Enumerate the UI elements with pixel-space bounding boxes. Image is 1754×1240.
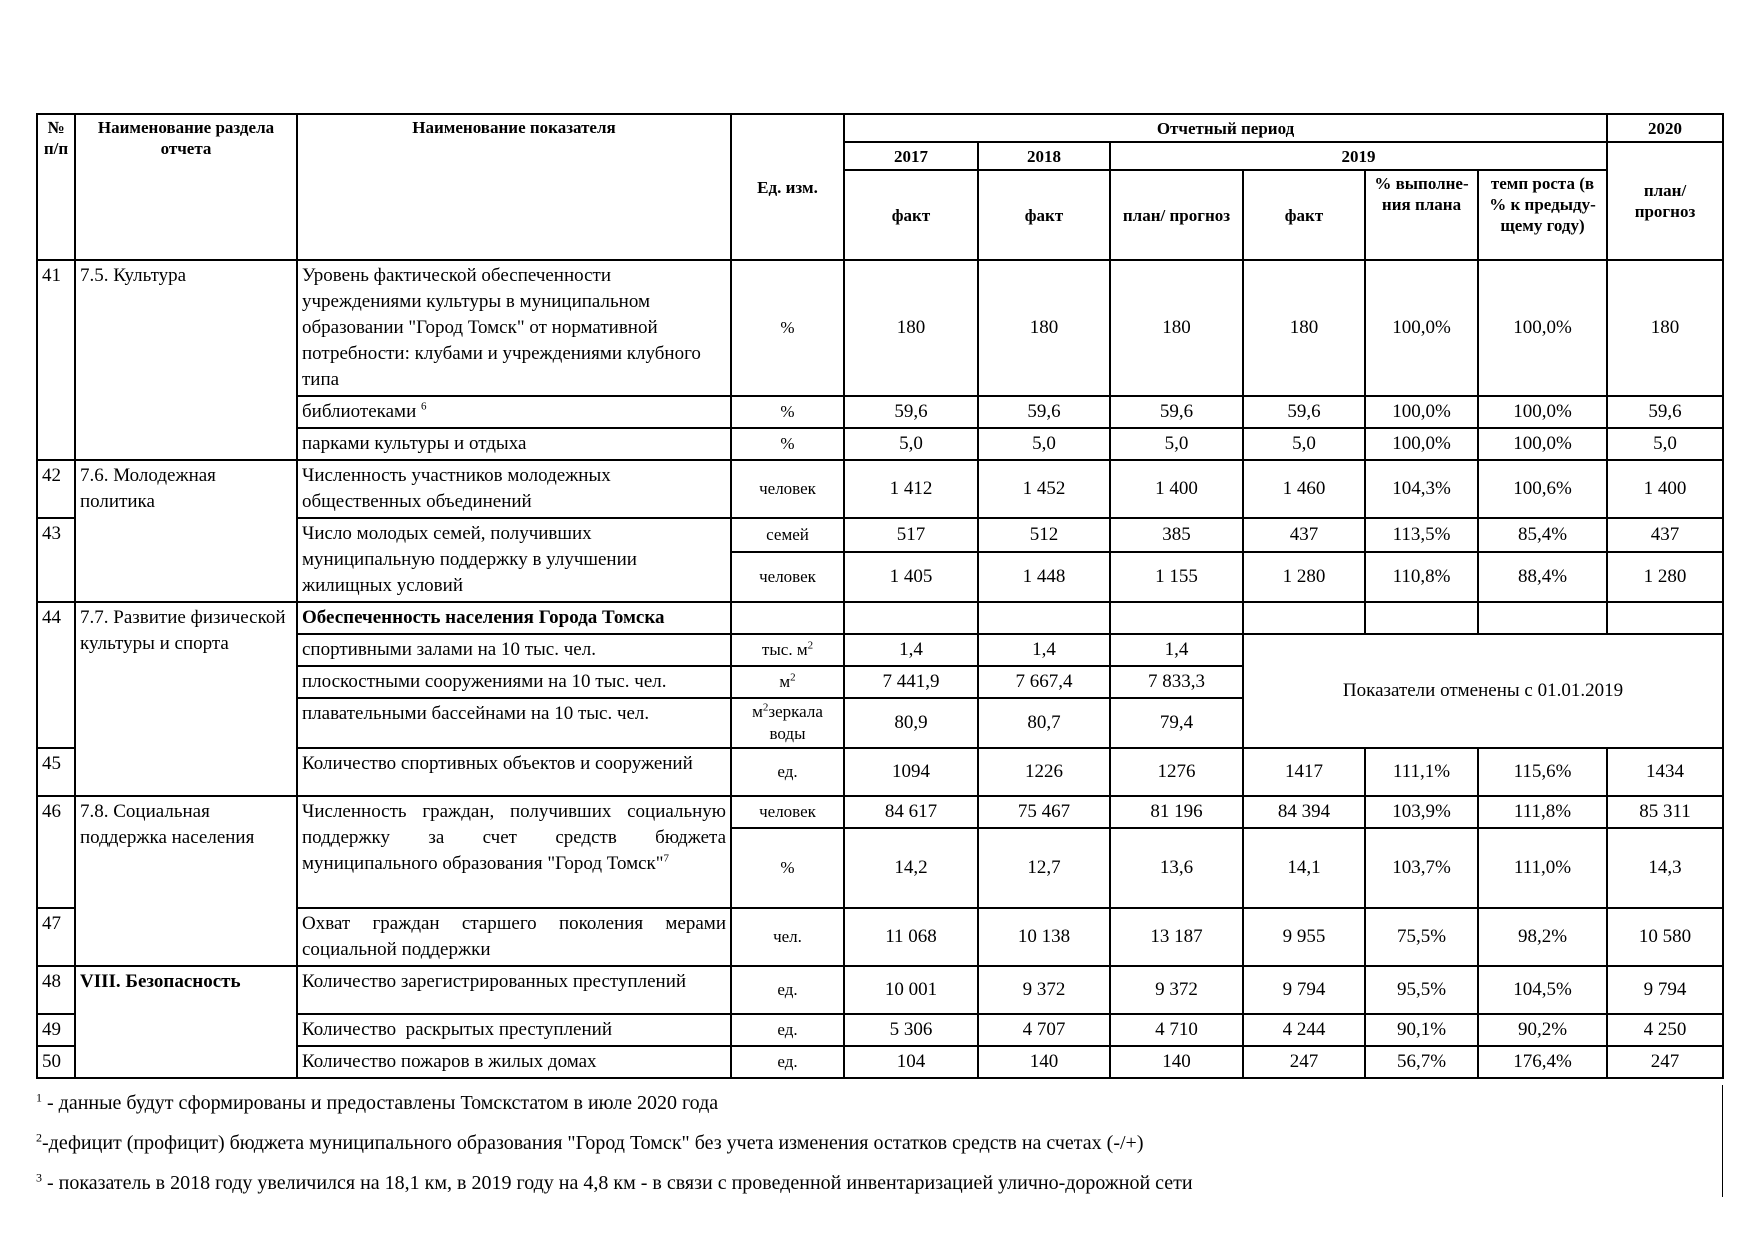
plan-2020: 1434 [1607,748,1723,796]
value-2018: 9 372 [978,966,1110,1014]
pct-plan: 56,7% [1365,1046,1478,1078]
empty-cell [1478,602,1607,634]
pct-plan: 100,0% [1365,260,1478,396]
fact-2019: 84 394 [1243,796,1365,828]
value-2017: 517 [844,518,978,552]
row-number: 45 [37,748,75,796]
unit: человек [731,460,844,518]
section-name: 7.6. Молодежная политика [75,460,297,602]
growth-rate: 104,5% [1478,966,1607,1014]
plan-2019: 1 400 [1110,460,1243,518]
empty-cell [1110,602,1243,634]
indicator-name: Уровень фактической обеспеченности учреждениями культуры в муниципальном образовании "Город Томск" от нормативной потребности: клубами и учреждениями клубного типа [297,260,731,396]
indicator-name: парками культуры и отдыха [297,428,731,460]
plan-2020: 247 [1607,1046,1723,1078]
fact-2019: 14,1 [1243,828,1365,908]
plan-2019: 79,4 [1110,698,1243,748]
row-number: 41 [37,260,75,460]
plan-2019: 81 196 [1110,796,1243,828]
plan-2019: 5,0 [1110,428,1243,460]
growth-rate: 100,6% [1478,460,1607,518]
plan-2020: 1 400 [1607,460,1723,518]
pct-plan: 90,1% [1365,1014,1478,1046]
growth-rate: 111,8% [1478,796,1607,828]
fact-2019: 4 244 [1243,1014,1365,1046]
header-2019-fact: факт [1243,170,1365,260]
plan-2019: 4 710 [1110,1014,1243,1046]
pct-plan: 75,5% [1365,908,1478,966]
section-name: 7.5. Культура [75,260,297,460]
row-number: 47 [37,908,75,966]
value-2018: 1,4 [978,634,1110,666]
indicator-name: Охват граждан старшего поколения мерами социальной поддержки [297,908,731,966]
header-2020-plan: план/ прогноз [1607,142,1723,260]
plan-2019: 13 187 [1110,908,1243,966]
indicator-name: библиотеками $^6$ [297,396,731,428]
value-2017: 1 405 [844,552,978,602]
value-2017: 1 412 [844,460,978,518]
footnote: $^3$ - показатель в 2018 году увеличился на 18,1 км, в 2019 году на 4,8 км - в связи с проведенной инвентаризацией улично-дорожной сети [36,1170,1193,1194]
indicator-name: Численность участников молодежных общественных объединений [297,460,731,518]
plan-2019: 1 155 [1110,552,1243,602]
indicator-name: Численность граждан, получивших социальную поддержку за счет средств бюджета муниципального образования "Город Томск"$^7$ [297,796,731,908]
plan-2019: 7 833,3 [1110,666,1243,698]
value-2018: 1 452 [978,460,1110,518]
unit: тыс. $м^2$ [731,634,844,666]
fact-2019: 1417 [1243,748,1365,796]
growth-rate: 100,0% [1478,260,1607,396]
plan-2020: 1 280 [1607,552,1723,602]
fact-2019: 247 [1243,1046,1365,1078]
fact-2019: 180 [1243,260,1365,396]
indicator-name: Количество спортивных объектов и сооружений [297,748,731,796]
row-number: 49 [37,1014,75,1046]
plan-2020: 10 580 [1607,908,1723,966]
value-2018: 10 138 [978,908,1110,966]
footnote-ref: 6 [420,400,427,413]
value-2017: 5,0 [844,428,978,460]
header-2019-plan: план/ прогноз [1110,170,1243,260]
row-number: 42 [37,460,75,518]
unit: % [731,828,844,908]
value-2017: 10 001 [844,966,978,1014]
empty-cell [731,602,844,634]
unit: человек [731,552,844,602]
empty-cell [1243,602,1365,634]
empty-cell [1607,602,1723,634]
growth-rate: 85,4% [1478,518,1607,552]
value-2018: 59,6 [978,396,1110,428]
indicator-name: плоскостными сооружениями на 10 тыс. чел. [297,666,731,698]
row-number: 44 [37,602,75,748]
indicator-name: Количество раскрытых преступлений [297,1014,731,1046]
empty-cell [844,602,978,634]
unit: % [731,396,844,428]
plan-2019: 9 372 [1110,966,1243,1014]
fact-2019: 1 460 [1243,460,1365,518]
growth-rate: 90,2% [1478,1014,1607,1046]
plan-2020: 5,0 [1607,428,1723,460]
footnote-ref: 7 [663,852,670,865]
value-2017: 84 617 [844,796,978,828]
plan-2020: 4 250 [1607,1014,1723,1046]
header-2019: 2019 [1110,142,1607,170]
pct-plan: 111,1% [1365,748,1478,796]
value-2017: 180 [844,260,978,396]
value-2018: 1226 [978,748,1110,796]
indicator-name: спортивными залами на 10 тыс. чел. [297,634,731,666]
empty-cell [1365,602,1478,634]
value-2017: 59,6 [844,396,978,428]
unit: % [731,260,844,396]
unit: $м^2зеркала$ воды [731,698,844,748]
report-table [36,113,1724,1079]
header-pct-plan: % выполне-ния плана [1365,170,1478,260]
section-name: 7.8. Социальная поддержка населения [75,796,297,966]
right-margin-rule [1722,1085,1723,1197]
footnote: $^1$ - данные будут сформированы и предоставлены Томскстатом в июле 2020 года [36,1090,719,1114]
indicator-name: плавательными бассейнами на 10 тыс. чел. [297,698,731,748]
plan-2020: 14,3 [1607,828,1723,908]
plan-2019: 140 [1110,1046,1243,1078]
growth-rate: 176,4% [1478,1046,1607,1078]
value-2017: 5 306 [844,1014,978,1046]
plan-2020: 180 [1607,260,1723,396]
row-number: 48 [37,966,75,1014]
value-2018: 5,0 [978,428,1110,460]
row-number: 43 [37,518,75,602]
growth-rate: 100,0% [1478,396,1607,428]
section-name: VIII. Безопасность [75,966,297,1078]
plan-2020: 85 311 [1607,796,1723,828]
value-2017: 80,9 [844,698,978,748]
fact-2019: 9 794 [1243,966,1365,1014]
cancelled-note: Показатели отменены с 01.01.2019 [1243,634,1723,748]
plan-2019: 59,6 [1110,396,1243,428]
plan-2019: 1,4 [1110,634,1243,666]
unit: чел. [731,908,844,966]
value-2017: 7 441,9 [844,666,978,698]
pct-plan: 100,0% [1365,396,1478,428]
row-number: 46 [37,796,75,908]
unit: ед. [731,748,844,796]
header-2017: 2017 [844,142,978,170]
pct-plan: 103,9% [1365,796,1478,828]
growth-rate: 111,0% [1478,828,1607,908]
header-num: № п/п [37,114,75,260]
empty-cell [978,602,1110,634]
pct-plan: 110,8% [1365,552,1478,602]
unit: ед. [731,1014,844,1046]
plan-2019: 385 [1110,518,1243,552]
plan-2019: 180 [1110,260,1243,396]
plan-2019: 1276 [1110,748,1243,796]
header-2017-fact: факт [844,170,978,260]
value-2018: 7 667,4 [978,666,1110,698]
indicator-name: Количество пожаров в жилых домах [297,1046,731,1078]
header-growth: темп роста (в % к предыду-щему году) [1478,170,1607,260]
pct-plan: 100,0% [1365,428,1478,460]
pct-plan: 103,7% [1365,828,1478,908]
pct-plan: 95,5% [1365,966,1478,1014]
growth-rate: 88,4% [1478,552,1607,602]
header-indicator: Наименование показателя [297,114,731,260]
fact-2019: 9 955 [1243,908,1365,966]
value-2018: 140 [978,1046,1110,1078]
fact-2019: 59,6 [1243,396,1365,428]
value-2018: 80,7 [978,698,1110,748]
value-2017: 1094 [844,748,978,796]
value-2017: 104 [844,1046,978,1078]
row-number: 50 [37,1046,75,1078]
header-2018: 2018 [978,142,1110,170]
section-name: 7.7. Развитие физической культуры и спорта [75,602,297,796]
pct-plan: 104,3% [1365,460,1478,518]
plan-2020: 59,6 [1607,396,1723,428]
unit: семей [731,518,844,552]
value-2017: 11 068 [844,908,978,966]
indicator-name: Число молодых семей, получивших муниципальную поддержку в улучшении жилищных условий [297,518,731,602]
unit: % [731,428,844,460]
unit: $м^2$ [731,666,844,698]
footnote: $^2$-дефицит (профицит) бюджета муниципального образования "Город Томск" без учета изменения остатков средств на счетах (-/+) [36,1130,1144,1154]
value-2017: 14,2 [844,828,978,908]
fact-2019: 437 [1243,518,1365,552]
indicator-group-title: Обеспеченность населения Города Томска [297,602,731,634]
unit: ед. [731,1046,844,1078]
pct-plan: 113,5% [1365,518,1478,552]
header-section: Наименование раздела отчета [75,114,297,260]
value-2018: 1 448 [978,552,1110,602]
header-2020: 2020 [1607,114,1723,142]
value-2018: 180 [978,260,1110,396]
header-2018-fact: факт [978,170,1110,260]
fact-2019: 5,0 [1243,428,1365,460]
growth-rate: 115,6% [1478,748,1607,796]
value-2017: 1,4 [844,634,978,666]
value-2018: 75 467 [978,796,1110,828]
value-2018: 12,7 [978,828,1110,908]
plan-2019: 13,6 [1110,828,1243,908]
growth-rate: 98,2% [1478,908,1607,966]
header-unit: Ед. изм. [731,114,844,260]
value-2018: 512 [978,518,1110,552]
unit: человек [731,796,844,828]
plan-2020: 437 [1607,518,1723,552]
value-2018: 4 707 [978,1014,1110,1046]
plan-2020: 9 794 [1607,966,1723,1014]
unit: ед. [731,966,844,1014]
growth-rate: 100,0% [1478,428,1607,460]
indicator-name: Количество зарегистрированных преступлений [297,966,731,1014]
fact-2019: 1 280 [1243,552,1365,602]
header-period: Отчетный период [844,114,1607,142]
